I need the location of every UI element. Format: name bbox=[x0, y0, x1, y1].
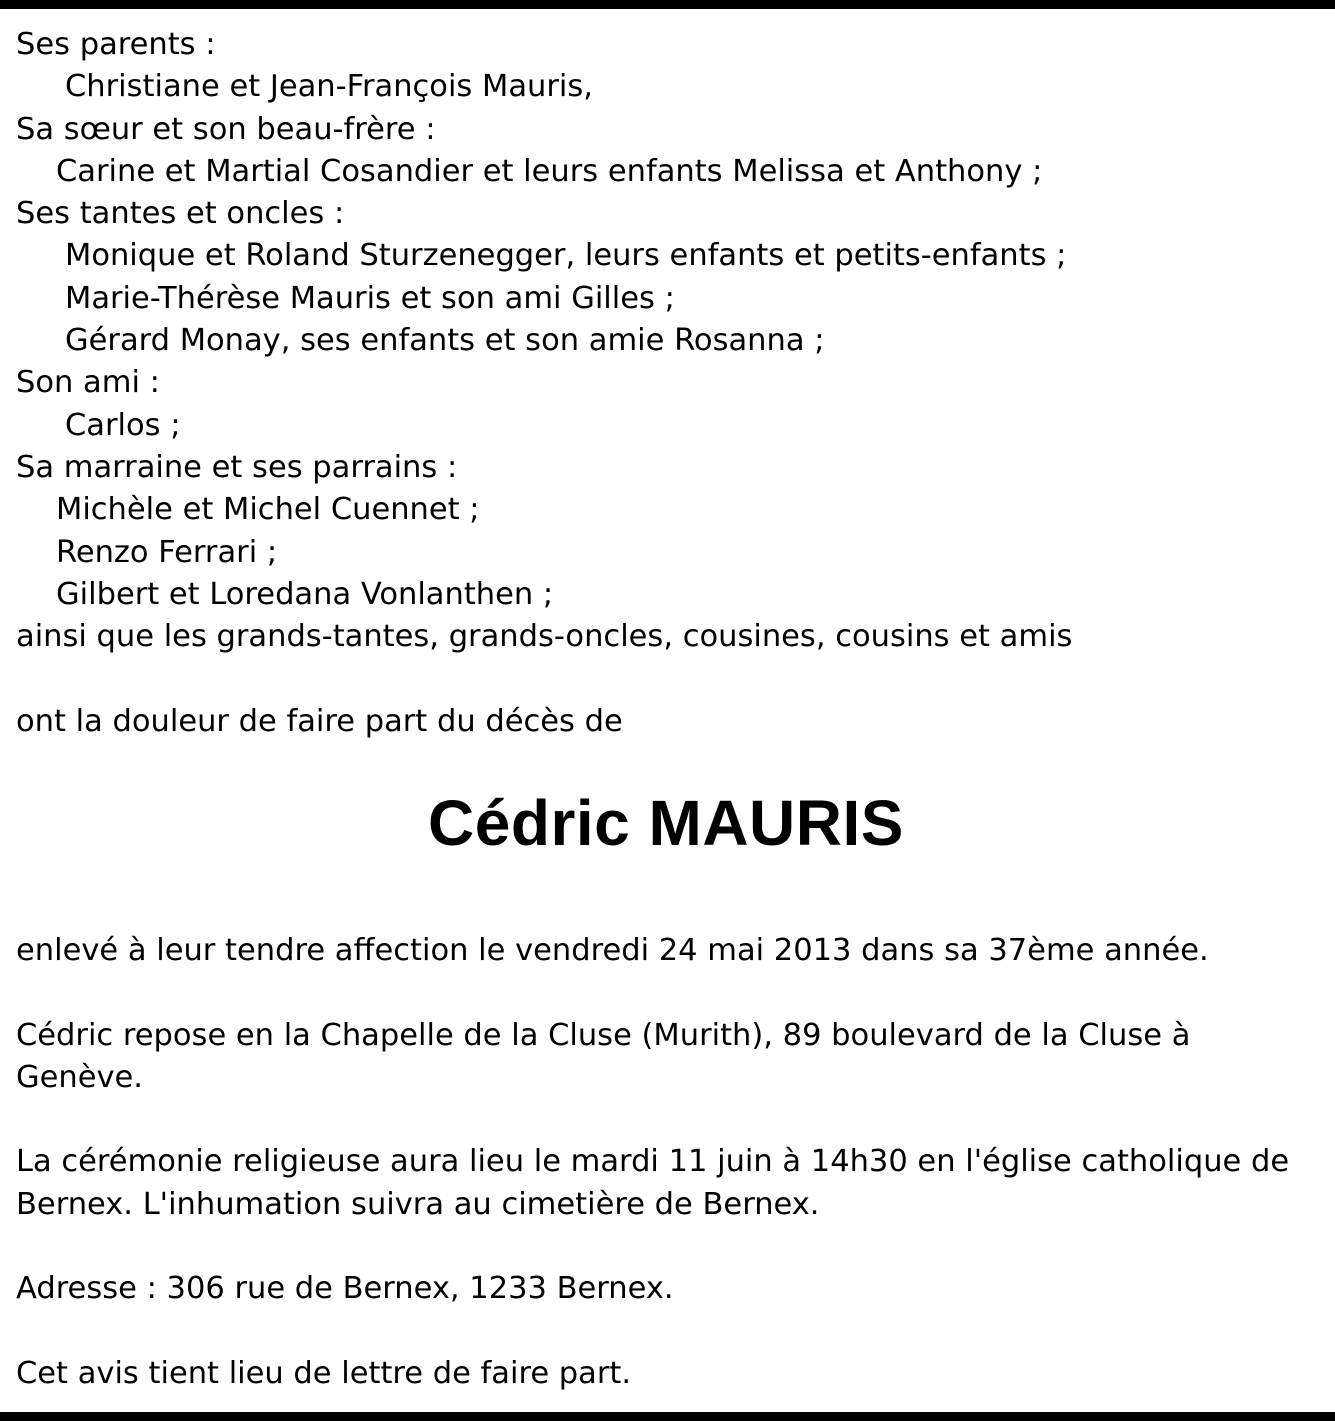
family-member-line: Gérard Monay, ses enfants et son amie Rosanna ; bbox=[65, 323, 825, 359]
family-member-line: Michèle et Michel Cuennet ; bbox=[56, 492, 480, 528]
spacer bbox=[16, 1099, 1316, 1141]
rest-place-line-2: Genève. bbox=[16, 1059, 144, 1095]
family-member-line: Carlos ; bbox=[65, 407, 181, 443]
spacer bbox=[16, 1311, 1316, 1353]
ceremony-line-1: La cérémonie religieuse aura lieu le mardi 11 juin à 14h30 en l'église catholique de bbox=[16, 1144, 1290, 1180]
family-member-line: Renzo Ferrari ; bbox=[56, 534, 278, 570]
top-border-rule bbox=[0, 0, 1335, 9]
family-heading: Ses tantes et oncles : bbox=[16, 196, 345, 232]
family-heading: Son ami : bbox=[16, 365, 160, 401]
notice-details bbox=[16, 930, 1316, 1395]
spacer bbox=[16, 972, 1316, 1014]
spacer bbox=[16, 1226, 1316, 1268]
family-member-line: Christiane et Jean-François Mauris, bbox=[65, 69, 593, 105]
family-heading: ainsi que les grands-tantes, grands-oncles, cousines, cousins et amis bbox=[16, 619, 1073, 655]
address-text: Adresse : 306 rue de Bernex, 1233 Bernex. bbox=[16, 1271, 674, 1307]
family-heading: Ses parents : bbox=[16, 27, 216, 62]
rest-place-line-1: Cédric repose en la Chapelle de la Cluse (Murith), 89 boulevard de la Cluse à bbox=[16, 1017, 1191, 1053]
family-member-line: Monique et Roland Sturzenegger, leurs enfants et petits-enfants ; bbox=[65, 238, 1067, 274]
family-member-line: Marie-Thérèse Mauris et son ami Gilles ; bbox=[65, 280, 675, 316]
family-member-line: Carine et Martial Cosandier et leurs enfants Melissa et Anthony ; bbox=[56, 153, 1043, 189]
family-list bbox=[16, 24, 1316, 658]
family-heading: Sa sœur et son beau-frère : bbox=[16, 111, 436, 147]
family-heading: Sa marraine et ses parrains : bbox=[16, 449, 458, 485]
ceremony-line-2: Bernex. L'inhumation suivra au cimetière de Bernex. bbox=[16, 1186, 820, 1222]
obituary-notice bbox=[16, 24, 1316, 907]
bottom-border-rule bbox=[0, 1412, 1335, 1421]
family-member-line: Gilbert et Loredana Vonlanthen ; bbox=[56, 576, 554, 612]
closing-text: Cet avis tient lieu de lettre de faire part. bbox=[16, 1355, 632, 1391]
announcement-text: ont la douleur de faire part du décès de bbox=[16, 703, 623, 739]
death-notice-text: enlevé à leur tendre affection le vendredi 24 mai 2013 dans sa 37ème année. bbox=[16, 933, 1209, 968]
spacer bbox=[16, 658, 1316, 700]
deceased-name: Cédric MAURIS bbox=[428, 787, 904, 860]
